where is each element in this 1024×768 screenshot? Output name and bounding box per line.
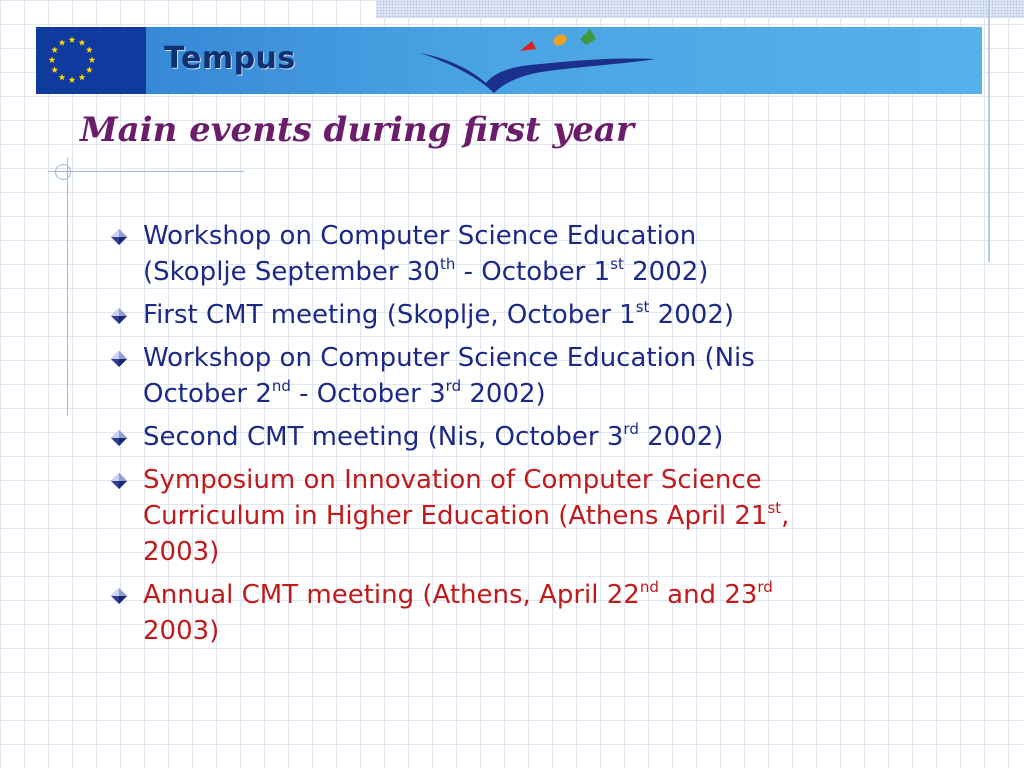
bullet-text: (Skoplje September 30 <box>143 257 440 287</box>
flag-star-icon <box>86 66 93 73</box>
diamond-bullet-icon <box>110 587 128 605</box>
flag-star-icon <box>51 66 58 73</box>
bullet-item <box>110 340 900 412</box>
ordinal-suffix: st <box>635 298 650 316</box>
top-pattern-strip <box>376 0 1024 18</box>
bullet-text: Symposium on Innovation of Computer Science <box>143 465 762 495</box>
flag-star-icon <box>59 74 66 81</box>
right-vertical-rule <box>988 0 990 262</box>
flag-star-icon <box>69 36 76 43</box>
ordinal-suffix: st <box>610 255 624 273</box>
ordinal-suffix: rd <box>445 377 462 395</box>
flag-star-icon <box>49 56 56 63</box>
bullet-item <box>110 462 900 570</box>
left-vertical-rule <box>67 158 68 416</box>
bullet-text: 2003) <box>143 616 220 646</box>
bullet-item <box>110 419 900 455</box>
diamond-bullet-icon <box>110 429 128 447</box>
diamond-bullet-icon <box>110 307 128 325</box>
bullet-text: First CMT meeting (Skoplje, October 1 <box>143 300 636 330</box>
bullet-text: , <box>781 501 790 531</box>
tempus-banner <box>36 27 982 94</box>
bullet-text: - October 3 <box>290 379 446 409</box>
flag-star-icon <box>86 46 93 53</box>
diamond-bullet-icon <box>110 228 128 246</box>
ordinal-suffix: nd <box>271 377 291 395</box>
diamond-bullet-icon <box>110 350 128 368</box>
slide-title: Main events during first year <box>80 110 634 150</box>
flag-star-icon <box>79 74 86 81</box>
eu-flag-icon <box>36 27 146 94</box>
bullet-text: 2002) <box>638 422 724 452</box>
bird-logo-icon <box>420 27 660 94</box>
ordinal-suffix: rd <box>623 420 639 438</box>
bullet-text: Workshop on Computer Science Education <box>143 221 697 251</box>
title-underline <box>48 171 244 172</box>
bullet-item <box>110 297 900 333</box>
flag-star-icon <box>51 46 58 53</box>
bullet-text: Second CMT meeting (Nis, October 3 <box>143 422 624 452</box>
bullet-text: 2002) <box>649 300 734 330</box>
bullet-text: Annual CMT meeting (Athens, April 22 <box>143 580 640 610</box>
ordinal-suffix: rd <box>757 578 773 596</box>
bullet-text: Workshop on Computer Science Education (Nis <box>143 343 755 373</box>
bullet-text: Curriculum in Higher Education (Athens April 21 <box>143 501 768 531</box>
flag-star-icon <box>69 76 76 83</box>
flag-star-icon <box>59 39 66 46</box>
bullet-item <box>110 577 900 649</box>
bullet-text: 2002) <box>461 379 546 409</box>
flag-star-icon <box>79 39 86 46</box>
bullet-list <box>110 218 900 656</box>
tempus-wordmark: Tempus <box>164 41 296 76</box>
corner-ring-ornament <box>55 164 71 180</box>
ordinal-suffix: th <box>439 255 456 273</box>
bullet-text: October 2 <box>143 379 272 409</box>
bullet-text: - October 1 <box>455 257 611 287</box>
ordinal-suffix: st <box>767 499 782 517</box>
bullet-item <box>110 218 900 290</box>
bullet-text: and 23 <box>658 580 758 610</box>
bullet-text: 2002) <box>623 257 709 287</box>
diamond-bullet-icon <box>110 472 128 490</box>
bullet-text: 2003) <box>143 537 220 567</box>
ordinal-suffix: nd <box>639 578 659 596</box>
flag-star-icon <box>89 56 96 63</box>
